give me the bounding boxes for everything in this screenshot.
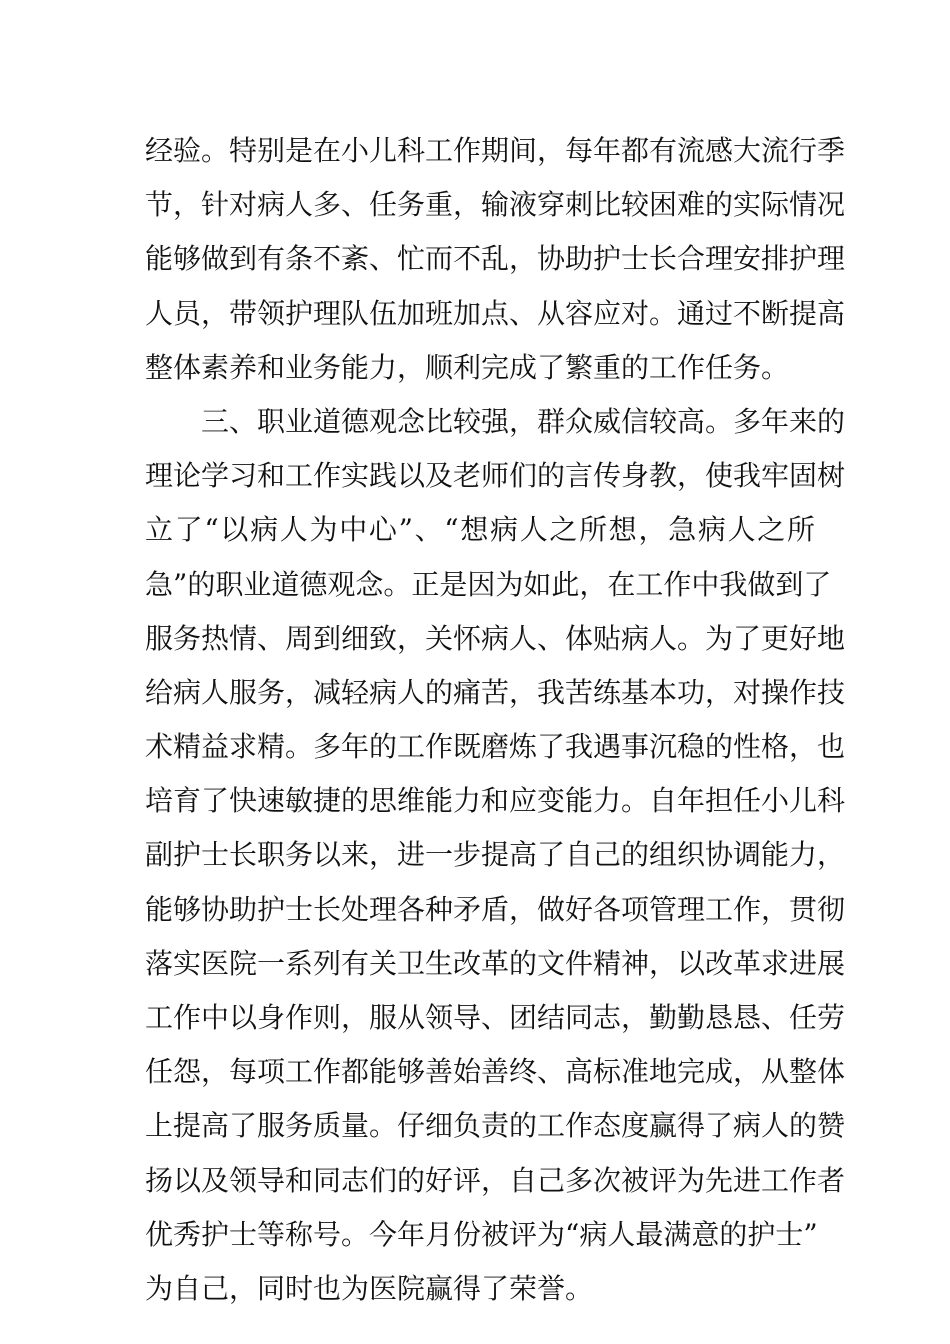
- section-heading-line: 三、职业道德观念比较强，群众威信较高。多年来的: [201, 404, 846, 438]
- text-line: 急”的职业道德观念。正是因为如此，在工作中我做到了: [145, 567, 832, 601]
- text-line: 经验。特别是在小儿科工作期间，每年都有流感大流行季: [145, 134, 846, 167]
- text-line: 工作中以身作则，服从领导、团结同志，勤勤恳恳、任劳: [145, 1001, 846, 1034]
- text-line: 为自己，同时也为医院赢得了荣誉。: [145, 1271, 594, 1305]
- text-line: 人员，带领护理队伍加班加点、从容应对。通过不断提高: [145, 296, 846, 330]
- text-line: 理论学习和工作实践以及老师们的言传身教，使我牢固树: [145, 459, 846, 493]
- text-line: 副护士长职务以来，进一步提高了自己的组织协调能力，: [145, 838, 846, 872]
- text-line: 扬以及领导和同志们的好评，自己多次被评为先进工作者: [145, 1163, 846, 1197]
- text-line: 落实医院一系列有关卫生改革的文件精神，以改革求进展: [145, 946, 846, 980]
- text-line: 优秀护士等称号。今年月份被评为“病人最满意的护士”: [145, 1217, 818, 1251]
- text-line: 培育了快速敏捷的思维能力和应变能力。自年担任小儿科: [145, 784, 846, 818]
- text-line: 任怨，每项工作都能够善始善终、高标准地完成，从整体: [145, 1055, 846, 1089]
- text-line: 节，针对病人多、任务重，输液穿刺比较困难的实际情况: [145, 188, 846, 222]
- text-line: 能够协助护士长处理各种矛盾，做好各项管理工作，贯彻: [145, 892, 846, 926]
- text-line: 服务热情、周到细致，关怀病人、体贴病人。为了更好地: [145, 621, 846, 655]
- text-line: 整体素养和业务能力，顺利完成了繁重的工作任务。: [145, 350, 790, 384]
- text-line: 给病人服务，减轻病人的痛苦，我苦练基本功，对操作技: [145, 675, 846, 709]
- text-line: 能够做到有条不紊、忙而不乱，协助护士长合理安排护理: [145, 242, 846, 276]
- text-line: 术精益求精。多年的工作既磨炼了我遇事沉稳的性格，也: [145, 730, 846, 764]
- text-line: 立了“以病人为中心”、“想病人之所想，急病人之所: [145, 513, 815, 547]
- text-line: 上提高了服务质量。仔细负责的工作态度赢得了病人的赞: [145, 1109, 846, 1143]
- document-body: [145, 124, 846, 1316]
